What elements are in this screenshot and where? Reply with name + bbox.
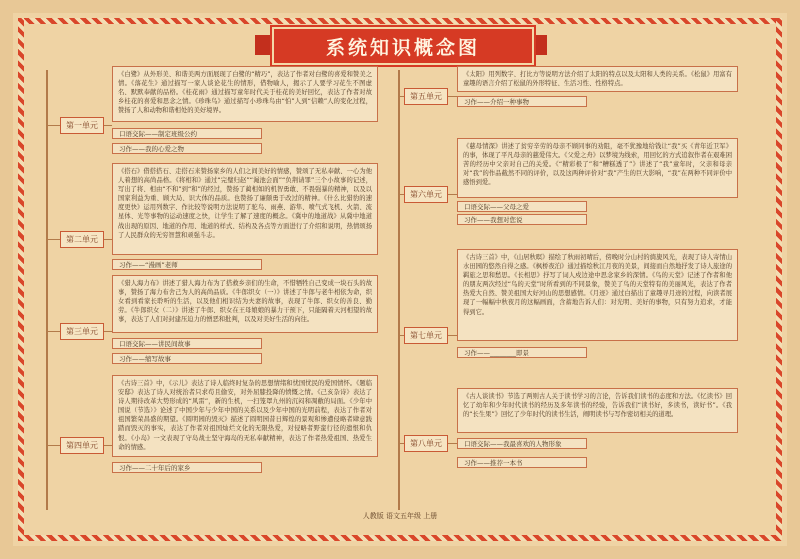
panel-connector bbox=[448, 96, 457, 97]
unit-label-3: 第三单元 bbox=[60, 323, 104, 340]
unit-activity-6: 习作——我想对您说 bbox=[457, 214, 587, 225]
unit-activity-8: 口语交际——我最喜欢的人物形象 bbox=[457, 438, 587, 449]
unit-summary-5: 《太阳》用列数字、打比方等说明方法介绍了太阳的特点以及太阳和人类的关系。《松鼠》用富有童趣的语言介绍了松鼠的外形特征、生活习性、性格特点。 bbox=[457, 66, 738, 92]
unit-activity-1: 习作——我的心爱之物 bbox=[112, 143, 262, 154]
unit-label-4: 第四单元 bbox=[60, 437, 104, 454]
panel-connector bbox=[104, 445, 112, 446]
panel-connector bbox=[448, 335, 457, 336]
unit-activity-4: 习作——二十年后的家乡 bbox=[112, 462, 262, 473]
unit-connector bbox=[46, 331, 60, 332]
footer-edition: 人教版 语文五年级 上册 bbox=[362, 512, 438, 520]
unit-summary-7: 《古诗三首》中，《山居秋暝》描绘了秋雨初晴后，傍晚时分山村的旖旎风光，表现了诗人寄情山水田园的悠然自得之感。《枫桥夜泊》通过描绘秋江月夜的美景，间接而自然地抒发了诗人旅途的羁旅之思和愁思。《长相思》抒写了词人戍边途中思念家乡的深情。《鸟的天堂》记述了作者和他的朋友两次经过“鸟的天堂”时所看到的不同景象，赞美了鸟的天堂特有的美丽风光，表达了作者热爱大自然、赞美祖国大好河山的思想感情。《月迹》通过白描出了童趣寻月迹的过程，向读者展现了一幅幅中秋夜月的这幅画面，含蓄地告诉人们：对光明、美好的事物，只有努力追求，才能得到它。 bbox=[457, 249, 738, 341]
panel-connector bbox=[448, 194, 457, 195]
unit-activity-5: 习作——介绍一种事物 bbox=[457, 96, 587, 107]
unit-activity-1: 口语交际——制定班级公约 bbox=[112, 128, 262, 139]
panel-connector bbox=[104, 331, 112, 332]
border-stripe-left bbox=[18, 18, 24, 541]
page-title: 系统知识概念图 bbox=[272, 27, 534, 65]
border-stripe-bottom bbox=[18, 535, 782, 541]
unit-activity-3: 习作——缩写故事 bbox=[112, 353, 262, 364]
border-stripe-top bbox=[18, 18, 782, 24]
unit-label-5: 第五单元 bbox=[404, 88, 448, 105]
unit-activity-2: 习作——“漫画”老师 bbox=[112, 259, 262, 270]
panel-connector bbox=[104, 125, 112, 126]
unit-label-8: 第八单元 bbox=[404, 435, 448, 452]
unit-activity-7: 习作——________即景 bbox=[457, 347, 587, 358]
unit-connector bbox=[46, 239, 60, 240]
right-connector-line bbox=[398, 70, 400, 510]
unit-label-7: 第七单元 bbox=[404, 327, 448, 344]
border-stripe-right bbox=[776, 18, 782, 541]
unit-activity-3: 口语交际——讲民间故事 bbox=[112, 338, 262, 349]
panel-connector bbox=[448, 443, 457, 444]
unit-summary-1: 《白鹭》从外形美、和谐美两方面展现了白鹭的“精巧”，表达了作者对白鹭的喜爱和赞美之情。《落花生》通过描写一家人谈论花生的情形，借物喻人，揭示了人要学习花生不图虚名、默默奉献的品格。《桂花雨》通过描写童年时代关于桂花的美好回忆，表达了作者对故乡桂花的喜爱和思念之情。《珍珠鸟》通过描写小珍珠鸟由“怕”人到“信赖”人的变化过程，赞扬了人和动物和谐相处的美好境界。 bbox=[112, 66, 378, 122]
unit-connector bbox=[46, 445, 60, 446]
unit-label-6: 第六单元 bbox=[404, 186, 448, 203]
unit-activity-6: 口语交际——父母之爱 bbox=[457, 201, 587, 212]
unit-activity-8: 习作——推荐一本书 bbox=[457, 457, 587, 468]
unit-connector bbox=[46, 125, 60, 126]
left-connector-line bbox=[46, 70, 48, 510]
unit-label-2: 第二单元 bbox=[60, 231, 104, 248]
unit-summary-4: 《古诗三首》中，《示儿》表达了诗人临终时复杂的思想情绪和忧国忧民的爱国情怀。《题临安邸》表达了诗人对统治者只求苟且偷安，对外屈膝投降的愤慨之情。《己亥杂诗》表达了诗人期待改革大势形成的“风雷”，新的生机，一扫笼罩九州的沉闷和凋敝的局面。《少年中国说（节选）》论述了中国少年与少年中国的关系以及少年中国的光明前程，表达了作者对祖国繁荣昌盛的期望。《圆明园的毁灭》描述了圆明园昔日辉煌的景观和惨遭侵略者肆意践踏而毁灭的事实，表达了作者对祖国灿烂文化的无限热爱，对侵略者野蛮行径的遗恨和仇恨。《小岛》一文表现了守岛战士坚守海岛的无私奉献精神，表达了作者热爱祖国、热爱生命的情感。 bbox=[112, 375, 378, 457]
panel-connector bbox=[104, 239, 112, 240]
unit-summary-6: 《慈母情深》讲述了贫穷辛劳的母亲不顾同事的劝阻，毫不犹豫地给钱让“我”买《青年近卫军》的事，体现了平凡母亲的慈爱伟大。《父爱之舟》以梦境为线索，用回忆的方式追叙作者在艰难困苦的经历中父亲对自己的关爱。《“精彩极了”和“糟糕透了”》讲述了“我”童年时，父亲和母亲对“我”的作品截然不同的评价，以及这两种评价对“我”产生的巨大影响，“我”在两种不同评价中感悟到爱。 bbox=[457, 138, 738, 198]
unit-label-1: 第一单元 bbox=[60, 117, 104, 134]
unit-summary-2: 《搭石》借搭搭石、走搭石来赞扬家乡的人们之间美好的情感，赞颂了无私奉献、一心为他人着想的高尚品格。《将相和》通过“完璧归赵”“渑池会面”“负荆请罪”三个小故事的记述，写出了将、相由“不和”到“和”的经过，赞扬了蔺相如的机智勇敢、不畏强暴的精神，以及以国家利益为重、顾大局、识大体的品质。也赞扬了廉颇勇于改过的精神。《什么比猎豹的速度更快》运用列数字、作比较等说明方法说明了驼鸟、雨燕、游隼、喷气式飞机、火箭、流星体、光等事物的运动速度之快，让学生了解了速度的概念。《冀中的地道战》从冀中地道战出现的原因、地道的作用、地道的样式、结构及各点等方面进行了介绍和说明，热情颂扬了人民群众的无穷智慧和顽强斗志。 bbox=[112, 163, 378, 255]
unit-summary-8: 《古人谈读书》节选了两则古人关于读书学习的言论，告诉我们读书的态度和方法。《忆读书》回忆了幼年和少年时代读书的经历及多年读书的经验，告诉我们“读书好，多读书，读好书”。《我的“长生果”》回忆了少年时代的读书生活，阐明读书与写作密切相关的道理。 bbox=[457, 388, 738, 433]
unit-summary-3: 《猎人海力布》讲述了猎人海力布为了搭救乡亲们的生命，不惜牺牲自己变成一块石头的故事，赞扬了海力布舍己为人的高尚品质。《牛郎织女（一）》讲述了牛郎与老牛相依为命，织女看到看家长聆听的生活，以及他们相识结为夫妻的故事，表现了牛郎、织女的善良、勤劳。《牛郎织女（二）》讲述了牛郎、织女在王母娘娘的暴力干预下，只能隔着天河相望的故事，表达了人们对封建压迫力的憎恶和批判，以及对美好生活的向往。 bbox=[112, 275, 378, 333]
